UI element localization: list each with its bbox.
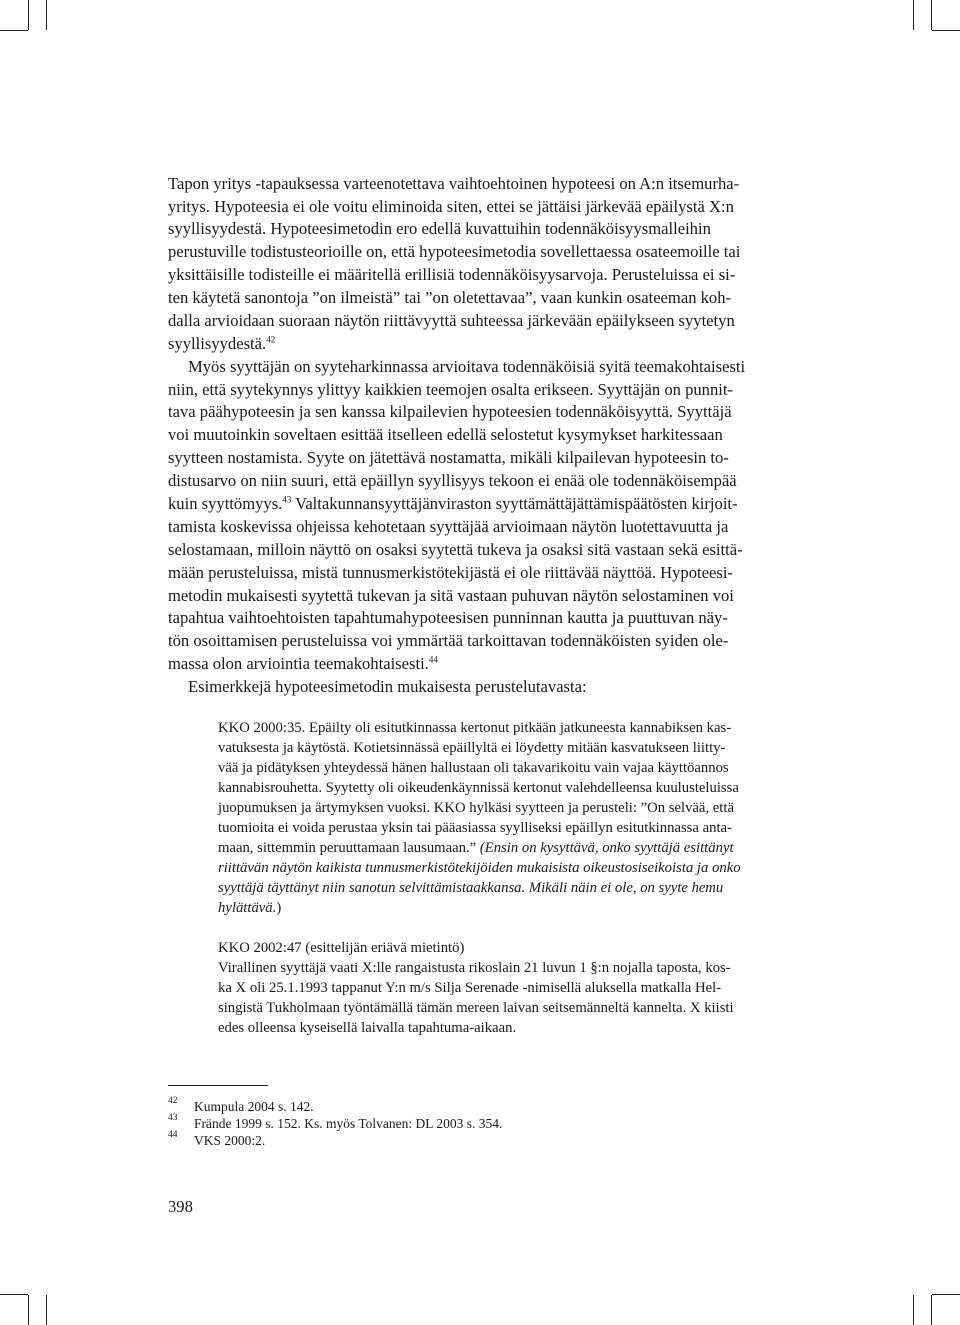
body-line — [168, 496, 738, 513]
quote-line: kannabisrouhetta. Syytetty oli oikeudenkäynnissä kertonut valehdelleensa kuulusteluissa — [218, 780, 739, 796]
body-line: perustuville todistusteorioille on, että hypoteesimetodia sovellettaessa osateemoille tai — [168, 242, 741, 261]
body-line: syyllisyydestä. Hypoteesimetodin ero edellä kuvattuihin todennäköisyysmalleihin — [168, 219, 711, 238]
body-line: Esimerkkejä hypoteesimetodin mukaisesta perustelutavasta: — [188, 677, 587, 696]
body-line: metodin mukaisesti syytettä tukevan ja sitä vastaan puhuvan näytön selostaminen voi — [168, 586, 734, 605]
page-number: 398 — [168, 1197, 193, 1216]
quote-italic: (Ensin on kysyttävä, onko syyttäjä esittänyt — [479, 840, 734, 856]
quote-text: ) — [276, 900, 282, 916]
body-text: massa olon arviointia teemakohtaisesti. — [168, 654, 429, 673]
body-line — [168, 336, 275, 353]
crop-mark — [932, 30, 960, 31]
crop-mark — [913, 0, 914, 30]
footnote-ref: 44 — [428, 654, 438, 665]
crop-mark — [46, 1295, 47, 1325]
footnote-ref: 43 — [282, 494, 292, 505]
quote-line: juopumuksen ja ärtymyksen vuoksi. KKO hylkäsi syytteen ja perusteli: ”On selvää, että — [218, 800, 734, 816]
quote-italic: hylättävä. — [218, 900, 277, 916]
body-line — [168, 656, 438, 673]
crop-mark — [28, 0, 29, 30]
quote-line: edes olleensa kyseisellä laivalla tapahtuma-aikaan. — [218, 1020, 517, 1036]
crop-mark — [913, 1295, 914, 1325]
quote-line: singistä Tukholmaan työntämällä tämän mereen laivan seitsemänneltä kannelta. X kiisti — [218, 1000, 734, 1016]
body-line: yksittäisille todisteille ei määritellä erillisiä todennäköisyysarvoja. Perusteluissa ei si- — [168, 265, 736, 284]
body-line: tamista koskevissa ohjeissa kehotetaan syyttäjää arvioimaan näytön luotettavuutta ja — [168, 517, 729, 536]
footnote-number: 43 — [168, 1113, 178, 1123]
body-line: mään perusteluissa, mistä tunnusmerkistötekijästä ei ole riittävää näyttöä. Hypoteesi- — [168, 563, 733, 582]
quote-line: Virallinen syyttäjä vaati X:lle rangaistusta rikoslain 21 luvun 1 §:n nojalla taposta, kos- — [218, 960, 731, 976]
crop-mark — [931, 0, 932, 30]
crop-mark — [28, 1295, 29, 1325]
quote-line: vää ja pidätyksen yhteydessä hänen hallustaan oli takavarikoitu vain vajaa käyttöannos — [218, 760, 729, 776]
footnote-text: VKS 2000:2. — [194, 1133, 266, 1148]
quote-line: syyttäjä täyttänyt niin sanotun selvittämistaakkansa. Mikäli näin ei ole, on syyte hети — [218, 880, 724, 896]
body-line: voi muutoinkin soveltaen esittää itselleen edellä selostetut kysymykset harkitessaan — [168, 425, 723, 444]
quote-line: tuomioita ei voida perustaa yksin tai pääasiassa syylliseksi epäillyn esitutkinnassa anta- — [218, 820, 732, 836]
footnote-text: Kumpula 2004 s. 142. — [194, 1099, 314, 1114]
crop-mark — [932, 1294, 960, 1295]
quote-line: ka X oli 25.1.1993 tappanut Y:n m/s Silja Serenade -nimisellä aluksella matkalla Hel- — [218, 980, 722, 996]
body-line: yritys. Hypoteesia ei ole voitu eliminoida siten, ettei se jättäisi järkevää epäilystä X:n — [168, 197, 734, 216]
crop-mark — [0, 30, 28, 31]
body-line: distusarvo on niin suuri, että epäillyn syyllisyys tekoon ei enää ole todennäköisempää — [168, 471, 737, 490]
body-text: Valtakunnansyyttäjänviraston syyttämättäjättämispäätösten kirjoit- — [291, 494, 738, 513]
footnote-number: 44 — [168, 1130, 178, 1140]
quote-line — [218, 841, 734, 856]
footnote-ref: 42 — [266, 334, 276, 345]
quote-line: riittävän näytön kaikista tunnusmerkistötekijöiden mukaisista oikeustosiseikoista ja onko — [218, 860, 741, 876]
body-line: tapahtua vaihtoehtoisten tapahtumahypoteesisen punninnan kautta ja puuttuvan näy- — [168, 608, 728, 627]
crop-mark — [46, 0, 47, 30]
body-line: Tapon yritys -tapauksessa varteenotettava vaihtoehtoinen hypoteesi on A:n itsemurha- — [168, 174, 740, 193]
quote-text: maan, sittemmin peruuttamaan lausumaan.” — [218, 840, 480, 856]
crop-mark — [931, 1295, 932, 1325]
footnote-number: 42 — [168, 1096, 178, 1106]
quote-line — [218, 901, 281, 916]
footnote-text: Frände 1999 s. 152. Ks. myös Tolvanen: DL 2003 s. 354. — [194, 1116, 503, 1131]
body-line: niin, että syytekynnys ylittyy kaikkien teemojen osalta erikseen. Syyttäjän on punnit- — [168, 380, 733, 399]
body-text: kuin syyttömyys. — [168, 494, 283, 513]
quote-line: KKO 2002:47 (esittelijän eriävä mietintö) — [218, 940, 465, 956]
body-line: tava päähypoteesin ja sen kanssa kilpailevien hypoteesien todennäköisyyttä. Syyttäjä — [168, 402, 732, 421]
body-line: dalla arvioidaan suoraan näytön riittävyyttä suhteessa järkevään epäilykseen syytetyn — [168, 311, 735, 330]
quote-line: vatuksesta ja käytöstä. Kotietsinnässä epäillyltä ei löydetty mitään kasvatukseen liitty- — [218, 740, 726, 756]
body-line: ten käytetä sanontoja ”on ilmeistä” tai ”on oletettavaa”, vaan kunkin osateeman koh- — [168, 288, 732, 307]
body-line: selostamaan, milloin näyttö on osaksi syytettä tukeva ja osaksi sitä vastaan sekä esittä- — [168, 540, 743, 559]
footnote-rule — [168, 1085, 268, 1086]
quote-line: KKO 2000:35. Epäilty oli esitutkinnassa kertonut pitkään jatkuneesta kannabiksen kas- — [218, 720, 732, 736]
crop-mark — [0, 1294, 28, 1295]
body-line: syytteen nostamista. Syyte on jätettävä nostamatta, mikäli kilpailevan hypoteesin to- — [168, 448, 729, 467]
body-line: tön osoittamisen perusteluissa voi ymmärtää tarkoittavan todennäköisten syiden ole- — [168, 631, 729, 650]
body-line: Myös syyttäjän on syyteharkinnassa arvioitava todennäköisiä syitä teemakohtaisesti — [188, 357, 746, 376]
body-text: syyllisyydestä. — [168, 334, 267, 353]
